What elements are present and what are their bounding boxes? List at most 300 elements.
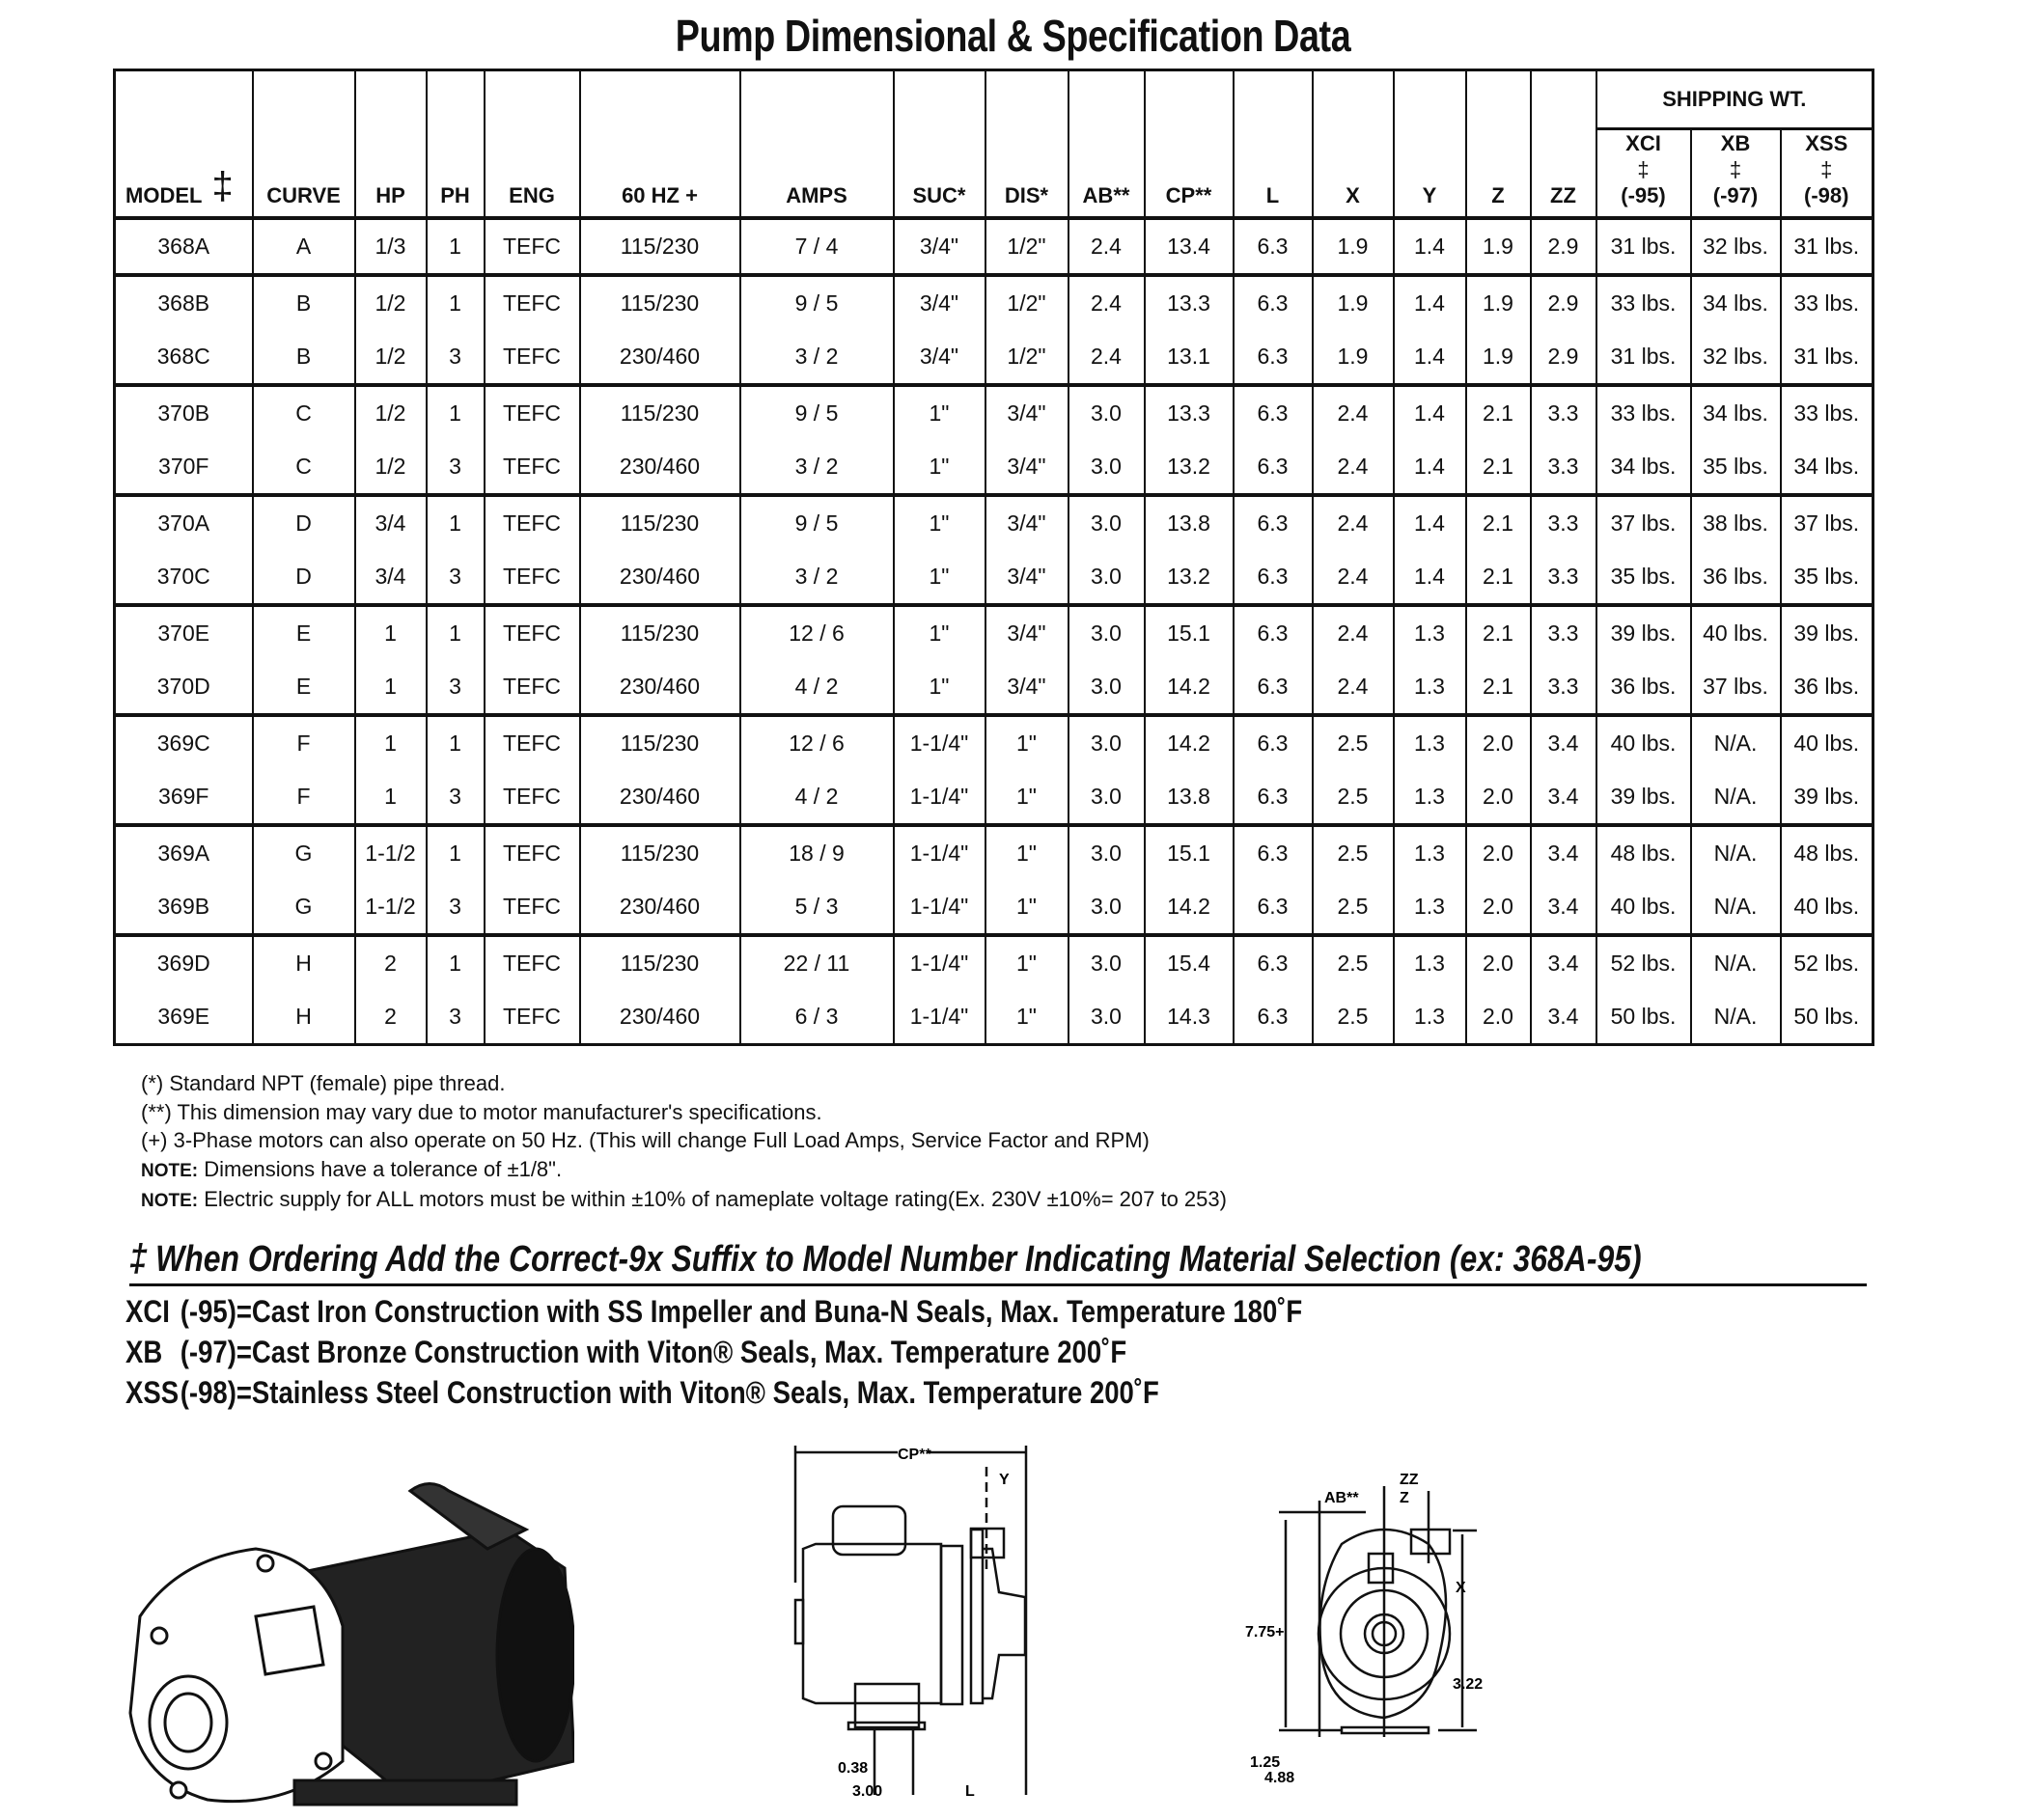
- dim-775-label: 7.75+: [1245, 1624, 1285, 1641]
- table-cell: B: [253, 330, 355, 385]
- table-cell: 1": [894, 605, 985, 660]
- table-cell: N/A.: [1691, 825, 1781, 880]
- table-cell: 3.0: [1069, 495, 1145, 550]
- table-cell: 230/460: [580, 440, 740, 495]
- table-cell: 1: [427, 385, 485, 440]
- table-cell: 1.4: [1394, 275, 1466, 330]
- table-cell: 2.5: [1313, 880, 1394, 935]
- shipping-header-xb: [1691, 129, 1781, 219]
- table-cell: E: [253, 660, 355, 715]
- table-cell: 1.4: [1394, 440, 1466, 495]
- table-cell: 1": [894, 440, 985, 495]
- shipping-header-name: XB: [1720, 131, 1751, 155]
- table-cell: 1": [985, 770, 1069, 825]
- table-cell: 36 lbs.: [1596, 660, 1691, 715]
- shipping-header-mark: ‡: [1729, 157, 1742, 181]
- column-header-label: HP: [375, 183, 405, 207]
- table-cell: 3: [427, 550, 485, 605]
- table-cell: 33 lbs.: [1596, 385, 1691, 440]
- table-cell: 15.4: [1145, 935, 1234, 990]
- table-cell: G: [253, 825, 355, 880]
- table-cell: F: [253, 770, 355, 825]
- table-cell: 1": [894, 660, 985, 715]
- table-cell: 1": [985, 935, 1069, 990]
- shipping-header-xci: [1596, 129, 1691, 219]
- table-cell: 13.1: [1145, 330, 1234, 385]
- table-cell: 1.3: [1394, 715, 1466, 770]
- table-cell: 40 lbs.: [1596, 880, 1691, 935]
- table-cell: 6.3: [1234, 660, 1313, 715]
- table-cell: 3.0: [1069, 825, 1145, 880]
- table-cell: 1": [985, 880, 1069, 935]
- table-cell: 3.4: [1531, 825, 1596, 880]
- table-cell: 2.9: [1531, 330, 1596, 385]
- table-cell: 31 lbs.: [1596, 330, 1691, 385]
- table-cell: 7 / 4: [740, 218, 894, 275]
- table-cell: 2.4: [1313, 660, 1394, 715]
- table-cell: 115/230: [580, 218, 740, 275]
- model-cell: 369F: [115, 770, 253, 825]
- table-cell: 2: [355, 935, 427, 990]
- column-header-label: AMPS: [786, 183, 847, 207]
- column-header-label: DIS*: [1004, 183, 1049, 207]
- table-cell: 1": [985, 825, 1069, 880]
- model-cell: 368A: [115, 218, 253, 275]
- table-cell: 32 lbs.: [1691, 218, 1781, 275]
- table-cell: 33 lbs.: [1781, 275, 1873, 330]
- table-cell: 1.3: [1394, 770, 1466, 825]
- table-cell: TEFC: [485, 440, 580, 495]
- table-cell: 1.9: [1313, 275, 1394, 330]
- table-cell: 115/230: [580, 385, 740, 440]
- column-header-amps: [740, 70, 894, 219]
- table-cell: 40 lbs.: [1781, 715, 1873, 770]
- dim-488-label: 4.88: [1264, 1770, 1295, 1786]
- table-cell: D: [253, 550, 355, 605]
- column-header-y: [1394, 70, 1466, 219]
- column-header-label: PH: [440, 183, 470, 207]
- material-desc: (-95)=Cast Iron Construction with SS Impeller and Buna-N Seals, Max. Temperature 180˚F: [180, 1294, 1303, 1329]
- table-row: [115, 825, 1873, 880]
- table-cell: 1.4: [1394, 385, 1466, 440]
- spec-table: [113, 69, 1874, 1046]
- note-label: NOTE:: [141, 1160, 199, 1181]
- table-cell: 37 lbs.: [1781, 495, 1873, 550]
- table-cell: 2.5: [1313, 935, 1394, 990]
- table-cell: 18 / 9: [740, 825, 894, 880]
- column-header-label: ZZ: [1550, 183, 1576, 207]
- table-cell: 48 lbs.: [1781, 825, 1873, 880]
- table-cell: 1-1/4": [894, 770, 985, 825]
- table-cell: 14.2: [1145, 715, 1234, 770]
- table-cell: 1/3: [355, 218, 427, 275]
- table-cell: 3/4": [985, 550, 1069, 605]
- table-cell: 3.3: [1531, 605, 1596, 660]
- column-header-curve: [253, 70, 355, 219]
- table-cell: 6.3: [1234, 385, 1313, 440]
- table-cell: 3.0: [1069, 770, 1145, 825]
- column-header-label: 60 HZ +: [622, 183, 698, 207]
- table-cell: 4 / 2: [740, 770, 894, 825]
- table-cell: 15.1: [1145, 605, 1234, 660]
- table-cell: 230/460: [580, 770, 740, 825]
- table-cell: 1: [355, 605, 427, 660]
- material-xci: [125, 1291, 1302, 1332]
- table-cell: 6.3: [1234, 550, 1313, 605]
- table-cell: C: [253, 440, 355, 495]
- table-cell: 115/230: [580, 495, 740, 550]
- table-cell: 9 / 5: [740, 385, 894, 440]
- table-cell: 34 lbs.: [1596, 440, 1691, 495]
- table-cell: TEFC: [485, 935, 580, 990]
- table-cell: 1": [894, 550, 985, 605]
- table-cell: N/A.: [1691, 770, 1781, 825]
- footnote-npt: (*) Standard NPT (female) pipe thread.: [141, 1071, 506, 1095]
- column-header-60hz: [580, 70, 740, 219]
- table-cell: TEFC: [485, 495, 580, 550]
- table-cell: 115/230: [580, 825, 740, 880]
- table-cell: 3.4: [1531, 715, 1596, 770]
- table-cell: 3.4: [1531, 935, 1596, 990]
- table-cell: 2.4: [1069, 330, 1145, 385]
- table-cell: 3: [427, 330, 485, 385]
- table-cell: 6.3: [1234, 770, 1313, 825]
- table-cell: 3.3: [1531, 385, 1596, 440]
- table-cell: TEFC: [485, 770, 580, 825]
- table-cell: 34 lbs.: [1691, 275, 1781, 330]
- table-cell: 1: [427, 275, 485, 330]
- table-cell: 3.0: [1069, 990, 1145, 1045]
- table-cell: 3: [427, 660, 485, 715]
- table-cell: H: [253, 935, 355, 990]
- table-cell: 3: [427, 880, 485, 935]
- table-cell: 35 lbs.: [1781, 550, 1873, 605]
- table-cell: 230/460: [580, 880, 740, 935]
- shipping-header-code: (-95): [1621, 183, 1666, 207]
- table-cell: 2.1: [1466, 660, 1531, 715]
- table-cell: 2.5: [1313, 825, 1394, 880]
- table-cell: 40 lbs.: [1781, 880, 1873, 935]
- shipping-header-mark: ‡: [1637, 157, 1650, 181]
- table-cell: 14.3: [1145, 990, 1234, 1045]
- table-cell: TEFC: [485, 330, 580, 385]
- front-view-drawing: [1110, 1438, 1612, 1820]
- table-cell: 1.9: [1313, 330, 1394, 385]
- table-cell: 13.3: [1145, 385, 1234, 440]
- footnote-motor: (**) This dimension may vary due to motor manufacturer's specifications.: [141, 1099, 822, 1124]
- table-cell: 3.0: [1069, 880, 1145, 935]
- note-label: NOTE:: [141, 1191, 199, 1211]
- table-cell: 3/4": [894, 330, 985, 385]
- table-cell: 3 / 2: [740, 330, 894, 385]
- table-cell: 50 lbs.: [1781, 990, 1873, 1045]
- table-cell: 39 lbs.: [1781, 605, 1873, 660]
- table-cell: 3.3: [1531, 550, 1596, 605]
- model-cell: 368B: [115, 275, 253, 330]
- column-header-z: [1466, 70, 1531, 219]
- table-cell: 3/4: [355, 550, 427, 605]
- table-cell: 1-1/4": [894, 825, 985, 880]
- table-cell: 3.3: [1531, 495, 1596, 550]
- table-cell: 2.0: [1466, 770, 1531, 825]
- column-header-eng: [485, 70, 580, 219]
- table-cell: 3.0: [1069, 605, 1145, 660]
- table-cell: 115/230: [580, 275, 740, 330]
- ordering-text: When Ordering Add the Correct-9x Suffix to Model Number Indicating Material Selection (ex: 368A-95): [155, 1239, 1642, 1280]
- table-cell: 115/230: [580, 605, 740, 660]
- table-cell: 3.0: [1069, 715, 1145, 770]
- table-cell: 1: [355, 715, 427, 770]
- table-cell: 2: [355, 990, 427, 1045]
- table-cell: 1-1/4": [894, 935, 985, 990]
- table-cell: 2.4: [1313, 385, 1394, 440]
- table-cell: 13.2: [1145, 550, 1234, 605]
- pump-illustration: [121, 1472, 574, 1820]
- table-cell: 15.1: [1145, 825, 1234, 880]
- column-header-zz: [1531, 70, 1596, 219]
- table-cell: 13.4: [1145, 218, 1234, 275]
- model-cell: 370E: [115, 605, 253, 660]
- table-cell: 2.1: [1466, 385, 1531, 440]
- table-cell: 2.1: [1466, 605, 1531, 660]
- table-cell: 1: [355, 660, 427, 715]
- table-cell: G: [253, 880, 355, 935]
- column-header-label: Z: [1491, 183, 1505, 207]
- model-cell: 370C: [115, 550, 253, 605]
- table-cell: 2.0: [1466, 825, 1531, 880]
- model-cell: 370A: [115, 495, 253, 550]
- column-header-label: SUC*: [912, 183, 966, 207]
- table-cell: 115/230: [580, 935, 740, 990]
- table-cell: 1/2: [355, 440, 427, 495]
- table-cell: 6.3: [1234, 218, 1313, 275]
- table-cell: 6.3: [1234, 880, 1313, 935]
- table-cell: 2.5: [1313, 715, 1394, 770]
- table-cell: TEFC: [485, 880, 580, 935]
- dagger-mark: ‡: [129, 1237, 148, 1280]
- material-xss: [125, 1372, 1302, 1413]
- table-cell: 3/4": [894, 218, 985, 275]
- table-cell: 1-1/4": [894, 990, 985, 1045]
- shipping-header-code: (-98): [1804, 183, 1849, 207]
- table-cell: 1-1/4": [894, 715, 985, 770]
- table-cell: 2.0: [1466, 935, 1531, 990]
- shipping-weight-header: SHIPPING WT.: [1596, 70, 1873, 129]
- table-cell: 6.3: [1234, 935, 1313, 990]
- material-code: XSS: [125, 1375, 180, 1410]
- table-cell: 39 lbs.: [1596, 605, 1691, 660]
- table-cell: 6 / 3: [740, 990, 894, 1045]
- table-cell: 1": [894, 495, 985, 550]
- table-cell: 31 lbs.: [1781, 218, 1873, 275]
- model-cell: 369E: [115, 990, 253, 1045]
- table-cell: 3.3: [1531, 440, 1596, 495]
- table-cell: D: [253, 495, 355, 550]
- table-row: [115, 990, 1873, 1045]
- table-cell: 230/460: [580, 330, 740, 385]
- table-cell: 14.2: [1145, 880, 1234, 935]
- table-cell: 2.9: [1531, 218, 1596, 275]
- zz-label: ZZ: [1400, 1472, 1419, 1488]
- table-cell: 13.8: [1145, 495, 1234, 550]
- table-cell: 1.9: [1466, 330, 1531, 385]
- table-cell: 1.4: [1394, 218, 1466, 275]
- table-cell: 14.2: [1145, 660, 1234, 715]
- table-cell: 32 lbs.: [1691, 330, 1781, 385]
- table-cell: TEFC: [485, 275, 580, 330]
- table-cell: 1/2": [985, 218, 1069, 275]
- table-cell: 1.3: [1394, 990, 1466, 1045]
- table-cell: 3/4": [985, 385, 1069, 440]
- table-cell: 31 lbs.: [1781, 330, 1873, 385]
- ab-label: AB**: [1324, 1490, 1359, 1506]
- column-header-x: [1313, 70, 1394, 219]
- note-supply: [141, 1185, 1227, 1216]
- shipping-header-code: (-97): [1712, 183, 1759, 207]
- table-cell: 1.3: [1394, 880, 1466, 935]
- table-cell: 40 lbs.: [1691, 605, 1781, 660]
- table-cell: 1.4: [1394, 550, 1466, 605]
- table-cell: 6.3: [1234, 495, 1313, 550]
- table-cell: 13.2: [1145, 440, 1234, 495]
- table-cell: 2.9: [1531, 275, 1596, 330]
- table-cell: N/A.: [1691, 880, 1781, 935]
- table-cell: 3.4: [1531, 990, 1596, 1045]
- table-cell: 2.0: [1466, 990, 1531, 1045]
- table-cell: C: [253, 385, 355, 440]
- table-cell: 35 lbs.: [1596, 550, 1691, 605]
- table-cell: 37 lbs.: [1691, 660, 1781, 715]
- table-row: [115, 660, 1873, 715]
- column-header-hp: [355, 70, 427, 219]
- table-cell: TEFC: [485, 660, 580, 715]
- table-row: [115, 605, 1873, 660]
- column-header-cp: [1145, 70, 1234, 219]
- page-title: Pump Dimensional & Specification Data: [675, 11, 1351, 61]
- table-cell: 230/460: [580, 660, 740, 715]
- y-label: Y: [999, 1472, 1010, 1488]
- l-label: L: [965, 1783, 975, 1800]
- footnote-phase: (+) 3-Phase motors can also operate on 50 Hz. (This will change Full Load Amps, Service Factor and RPM): [141, 1128, 1150, 1152]
- table-cell: 1: [427, 495, 485, 550]
- table-cell: 3/4": [985, 440, 1069, 495]
- table-cell: 3/4": [985, 495, 1069, 550]
- column-header-ab: [1069, 70, 1145, 219]
- table-cell: 6.3: [1234, 990, 1313, 1045]
- table-cell: 22 / 11: [740, 935, 894, 990]
- table-row: [115, 495, 1873, 550]
- material-code: XB: [125, 1335, 163, 1369]
- table-cell: 48 lbs.: [1596, 825, 1691, 880]
- table-cell: 5 / 3: [740, 880, 894, 935]
- table-cell: 52 lbs.: [1596, 935, 1691, 990]
- table-cell: 33 lbs.: [1596, 275, 1691, 330]
- table-cell: 36 lbs.: [1691, 550, 1781, 605]
- table-cell: 2.1: [1466, 440, 1531, 495]
- table-row: [115, 550, 1873, 605]
- table-cell: 36 lbs.: [1781, 660, 1873, 715]
- model-cell: 370D: [115, 660, 253, 715]
- table-cell: B: [253, 275, 355, 330]
- material-xb: [125, 1332, 1302, 1372]
- column-header-suc: [894, 70, 985, 219]
- table-row: [115, 935, 1873, 990]
- table-cell: 13.8: [1145, 770, 1234, 825]
- note-tolerance: [141, 1155, 1227, 1186]
- ordering-heading: [129, 1237, 1867, 1286]
- shipping-header-xss: [1781, 129, 1873, 219]
- table-cell: TEFC: [485, 385, 580, 440]
- dim-300-label: 3.00: [852, 1783, 883, 1800]
- table-cell: 1/2": [985, 330, 1069, 385]
- table-cell: 6.3: [1234, 825, 1313, 880]
- table-cell: 1: [355, 770, 427, 825]
- table-cell: 31 lbs.: [1596, 218, 1691, 275]
- table-row: [115, 385, 1873, 440]
- column-header-label: AB**: [1082, 183, 1130, 207]
- table-cell: 1-1/4": [894, 880, 985, 935]
- table-cell: 6.3: [1234, 440, 1313, 495]
- column-header-l: [1234, 70, 1313, 219]
- table-cell: TEFC: [485, 715, 580, 770]
- cp-label: CP**: [898, 1447, 931, 1463]
- model-cell: 370B: [115, 385, 253, 440]
- table-row: [115, 218, 1873, 275]
- table-cell: 3/4": [894, 275, 985, 330]
- table-cell: 3: [427, 440, 485, 495]
- table-cell: 2.4: [1313, 440, 1394, 495]
- table-cell: 2.0: [1466, 880, 1531, 935]
- table-cell: 1": [894, 385, 985, 440]
- table-cell: 1: [427, 825, 485, 880]
- dim-125-label: 1.25: [1250, 1754, 1281, 1771]
- column-header-label: CP**: [1165, 183, 1212, 207]
- table-cell: 1-1/2: [355, 880, 427, 935]
- table-cell: TEFC: [485, 605, 580, 660]
- table-cell: 1.3: [1394, 825, 1466, 880]
- table-cell: 1: [427, 715, 485, 770]
- table-cell: 2.0: [1466, 715, 1531, 770]
- table-cell: 1: [427, 218, 485, 275]
- table-row: [115, 715, 1873, 770]
- table-cell: 39 lbs.: [1596, 770, 1691, 825]
- model-cell: 370F: [115, 440, 253, 495]
- model-cell: 369C: [115, 715, 253, 770]
- table-cell: 3/4: [355, 495, 427, 550]
- column-header-label: MODEL: [125, 183, 203, 207]
- table-cell: 34 lbs.: [1691, 385, 1781, 440]
- table-cell: 230/460: [580, 990, 740, 1045]
- table-row: [115, 330, 1873, 385]
- table-cell: 1.9: [1466, 218, 1531, 275]
- table-cell: 1.4: [1394, 495, 1466, 550]
- table-cell: 40 lbs.: [1596, 715, 1691, 770]
- table-cell: TEFC: [485, 218, 580, 275]
- table-cell: TEFC: [485, 550, 580, 605]
- table-cell: 1": [985, 715, 1069, 770]
- model-cell: 369A: [115, 825, 253, 880]
- table-cell: 3.4: [1531, 770, 1596, 825]
- dim-322-label: 3.22: [1453, 1676, 1484, 1693]
- table-cell: 3: [427, 770, 485, 825]
- table-cell: 3 / 2: [740, 440, 894, 495]
- table-cell: 1/2": [985, 275, 1069, 330]
- shipping-header-name: XSS: [1805, 131, 1848, 155]
- table-cell: 1/2: [355, 275, 427, 330]
- note-text: Electric supply for ALL motors must be within ±10% of nameplate voltage rating(Ex. 230V ±10%= 207 to 253): [198, 1187, 1227, 1211]
- dim-038-label: 0.38: [838, 1760, 869, 1777]
- table-cell: 2.4: [1313, 550, 1394, 605]
